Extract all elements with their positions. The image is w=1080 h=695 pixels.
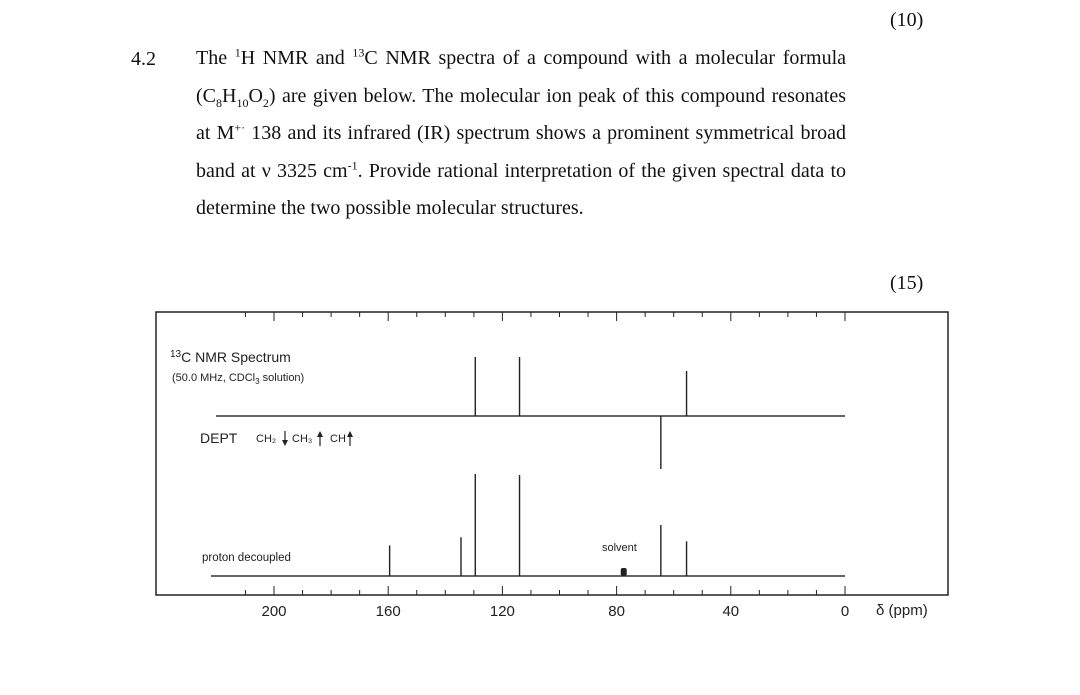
arrow-up-head (317, 431, 323, 437)
axis-tick-label: 80 (608, 603, 625, 620)
axis-tick-label: 0 (840, 603, 850, 620)
spectrum-subtitle: (50.0 MHz, CDCl$_3$ solution) (172, 372, 305, 386)
c13-nmr-spectrum-figure (128, 305, 953, 630)
decoupled-peaks (390, 474, 687, 576)
solvent-peak (621, 568, 627, 576)
axis-tick-label: 160 (375, 603, 401, 620)
question-text: The $^1$H NMR and $^{13}$C NMR spectra of a compound with a molecular formula $(C_8H_{10}O_2)$ are given below. The molecular ion peak of this compound resonates at M+· 138 and its infrared (IR) spectrum shows a prominent symmetrical broad band at ν 3325 $cm^{-1}$. Provide rational interpretation of the given spectral data to determine the two possible molecular structures. (196, 45, 847, 219)
dept-legend-ch2: CH₂ (256, 433, 277, 445)
marks-top: (10) (890, 9, 924, 31)
axis-tick-label: 40 (722, 603, 740, 620)
dept-legend-ch3: CH₃ (292, 433, 313, 445)
dept-peaks (475, 357, 686, 469)
dept-legend-ch: CH (330, 433, 346, 445)
dept-label: DEPT (200, 430, 238, 446)
proton-decoupled-label: proton decoupled (202, 552, 291, 564)
spectrum-title: $^{13}$C NMR Spectrum (170, 349, 291, 365)
dept-legend (256, 431, 353, 446)
axis-tick-labels (261, 603, 849, 620)
marks-bottom: (15) (890, 272, 924, 294)
solvent-label: solvent (602, 542, 637, 554)
arrow-up-head (347, 431, 353, 437)
axis-tick-label: 200 (261, 603, 287, 620)
axis-label: δ (ppm) (876, 602, 928, 619)
question-number: 4.2 (131, 48, 156, 70)
top-tick-marks (245, 312, 845, 321)
axis-tick-label: 120 (489, 603, 515, 620)
bottom-tick-marks (245, 586, 845, 595)
arrow-down-head (282, 440, 288, 446)
